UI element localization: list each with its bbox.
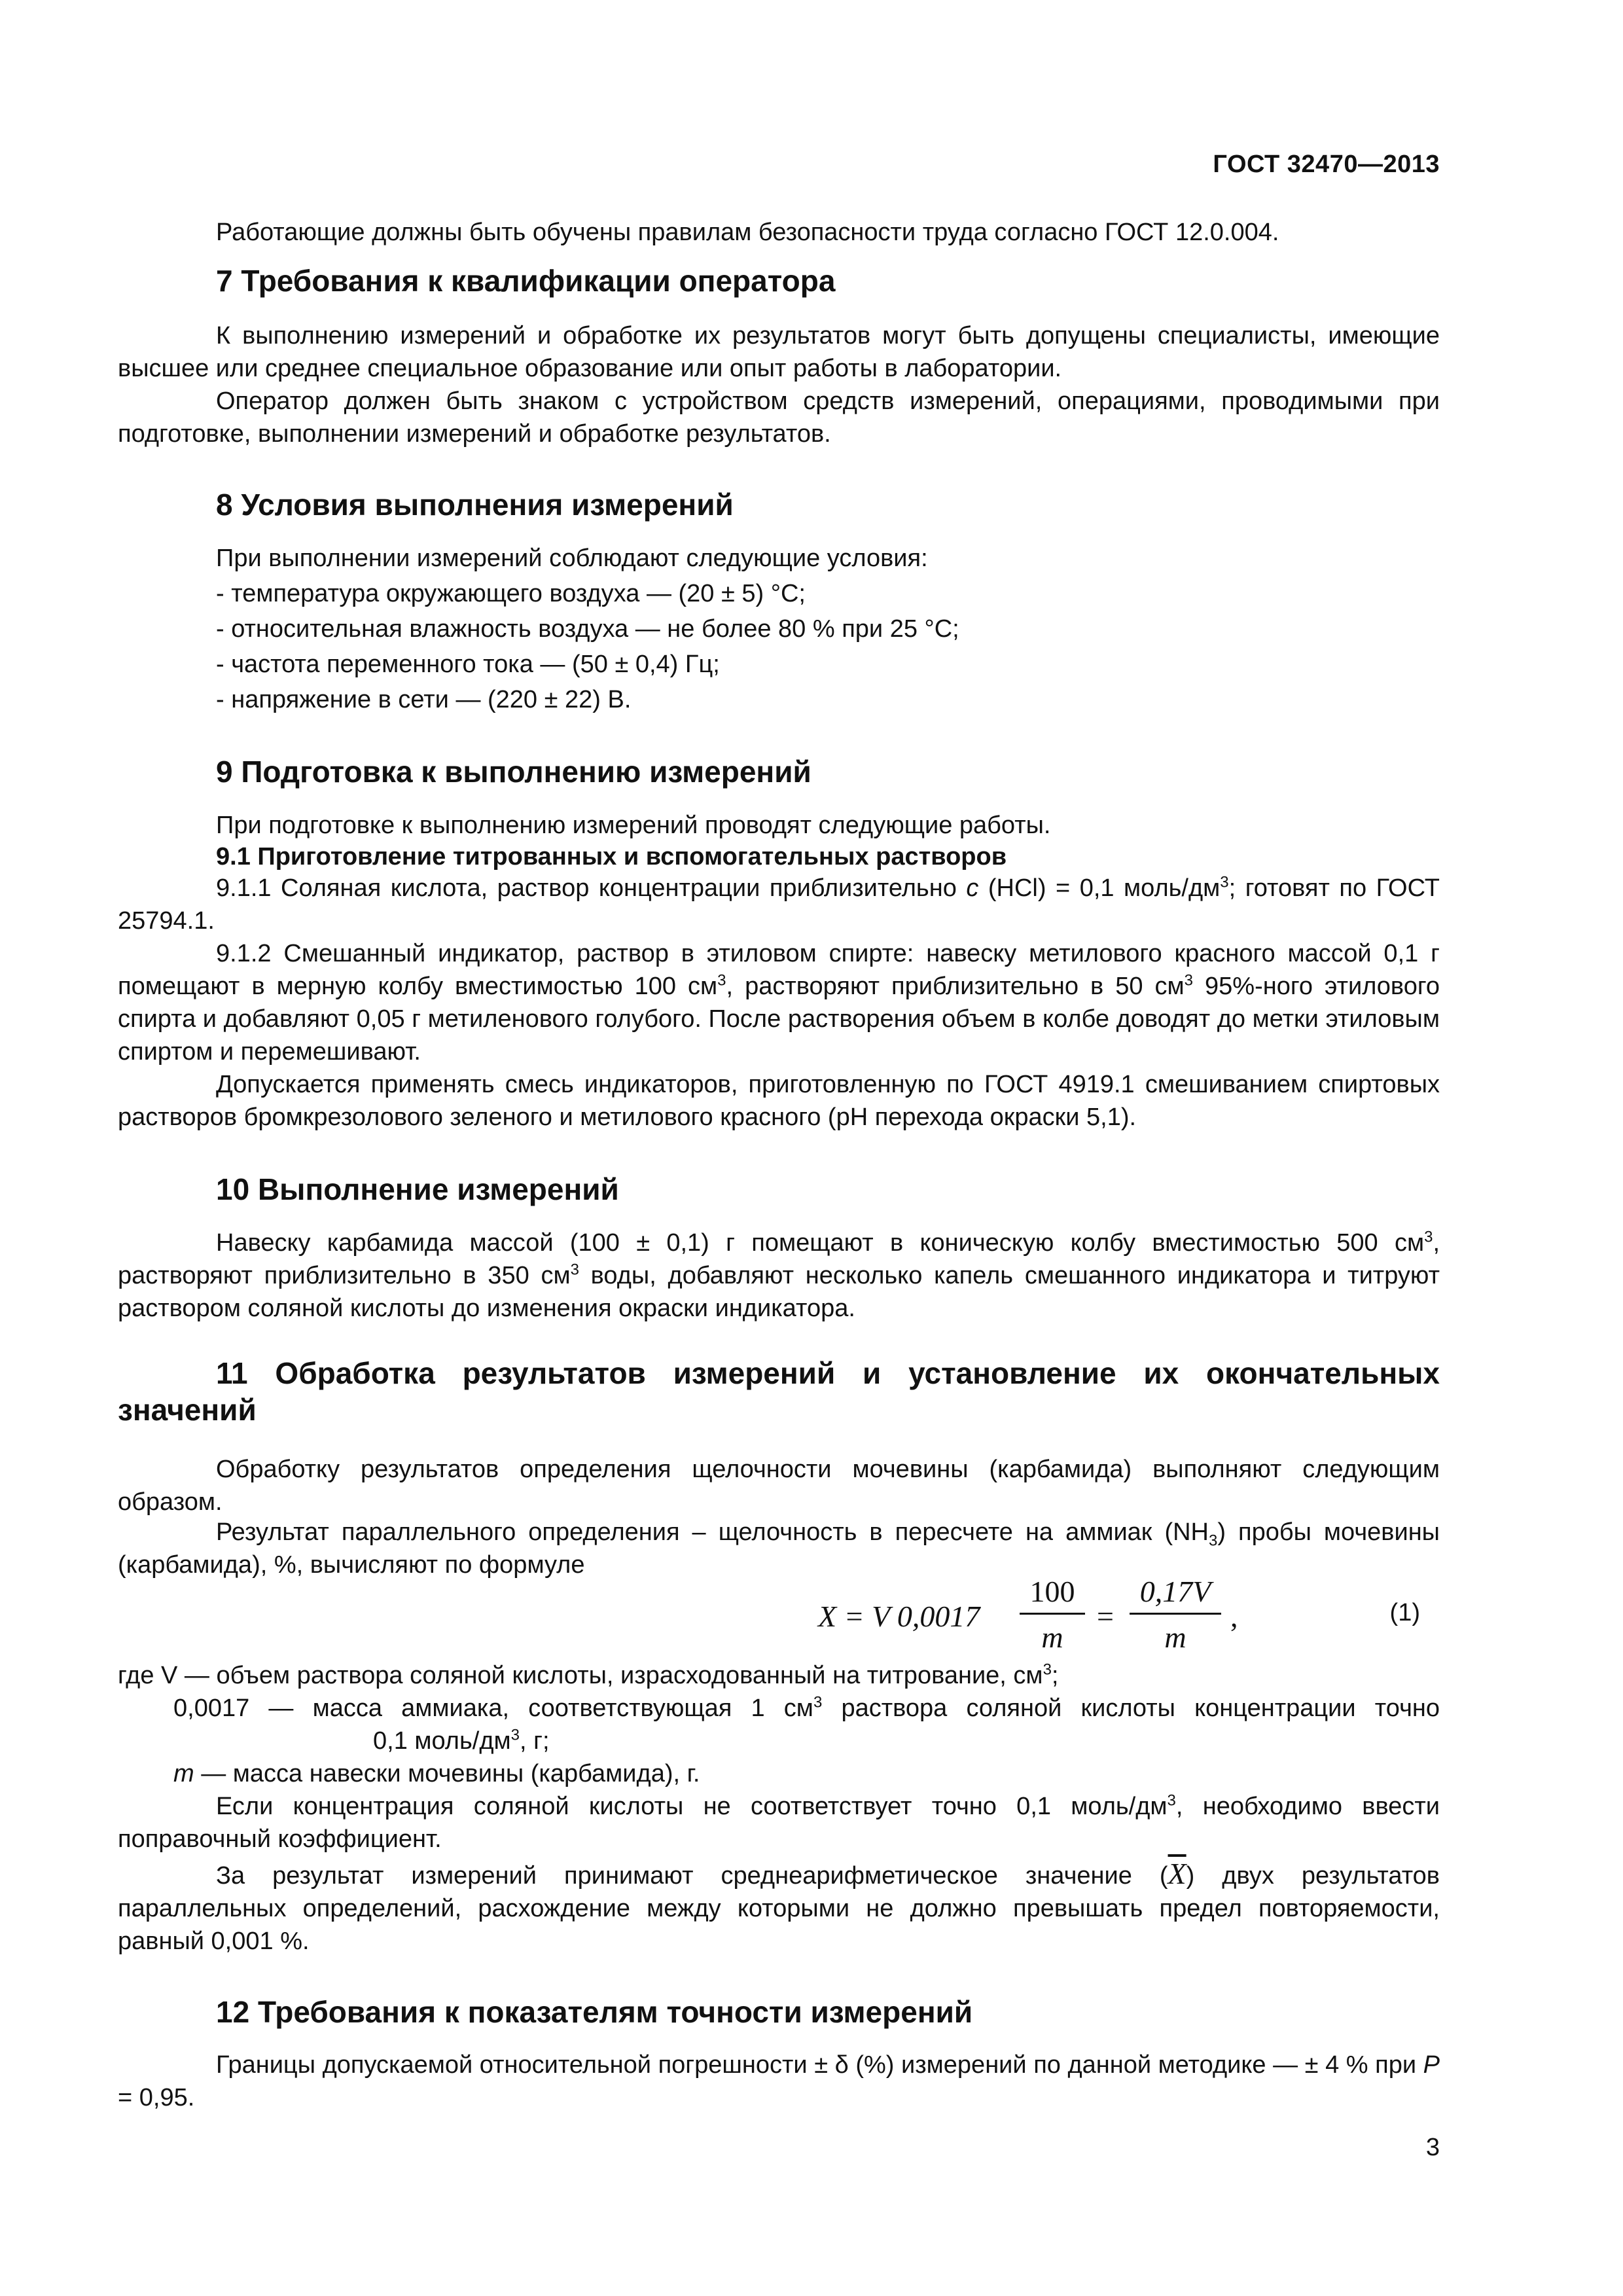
section-11-paragraph-4: За результат измерений принимают среднеарифметическое значение $(\overline{X})$ двух результатов параллельных определений, расхождение между которыми не должно превышать предел повторяемости, равный 0,001 %. xyxy=(118,1857,1440,1955)
formula-number: (1) xyxy=(1389,1599,1420,1626)
paragraph-9-1-2: 9.1.2 Смешанный индикатор, раствор в этиловом спирте: навеску метилового красного массой 0,1 г помещают в мерную колбу вместимостью 100 $см^3$, растворяют приблизительно в 50 $см^3$ 95%-ного этилового спирта и добавляют 0,05 г метиленового голубого. После растворения объем в колбе доводят до метки этиловым спиртом и перемешивают. xyxy=(118,940,1440,1066)
section-11-paragraph-2: Результат параллельного определения – щелочность в пересчете на аммиак $(NH_3)$ пробы мочевины (карбамида), %, вычисляют по формуле xyxy=(118,1518,1440,1579)
paragraph-9-1-3: Допускается применять смесь индикаторов, приготовленную по ГОСТ 4919.1 смешиванием спиртовых растворов бромкрезолового зеленого и метилового красного (рН перехода окраски 5,1). xyxy=(118,1071,1440,1131)
condition-humidity: - относительная влажность воздуха — не более 80 % при 25 °С; xyxy=(216,615,959,643)
formula-1 xyxy=(707,1574,1420,1659)
conditions-lead: При выполнении измерений соблюдают следующие условия: xyxy=(216,545,928,572)
formula-equals: = xyxy=(1097,1600,1114,1633)
condition-temperature: - температура окружающего воздуха — (20 ± 5) °С; xyxy=(216,580,806,607)
legend-v: где V — объем раствора соляной кислоты, израсходованный на титрование, $см^3$; xyxy=(118,1660,1059,1689)
formula-legend xyxy=(118,1659,1440,1790)
section-7-paragraph-1: К выполнению измерений и обработке их результатов могут быть допущены специалисты, имеющие высшее или среднее специальное образование или опыт работы в лаборатории. xyxy=(118,322,1440,382)
formula-denominator-2: m xyxy=(1164,1621,1186,1654)
section-7-title: 7 Требования к квалификации оператора xyxy=(216,264,836,298)
section-10-title: 10 Выполнение измерений xyxy=(216,1172,619,1206)
section-8-title: 8 Условия выполнения измерений xyxy=(216,488,734,522)
section-9-lead: При подготовке к выполнению измерений проводят следующие работы. xyxy=(216,812,1051,839)
section-12-title: 12 Требования к показателям точности измерений xyxy=(216,1995,973,2029)
formula-lhs: X = V 0,0017 xyxy=(818,1600,980,1633)
legend-constant: 0,0017 — масса аммиака, соответствующая 1 $см^3$ раствора соляной кислоты концентрации точно xyxy=(173,1693,1440,1722)
formula-numerator-1: 100 xyxy=(1029,1575,1075,1608)
section-7-paragraph-2: Оператор должен быть знаком с устройством средств измерений, операциями, проводимыми при подготовке, выполнении измерений и обработке результатов. xyxy=(118,387,1440,448)
section-8-conditions xyxy=(216,542,959,719)
section-12-paragraph: Границы допускаемой относительной погрешности ± δ (%) измерений по данной методике — ± 4 % при P = 0,95. xyxy=(118,2051,1440,2111)
subsection-9-1-title: 9.1 Приготовление титрованных и вспомогательных растворов xyxy=(216,843,1007,870)
section-11-paragraph-3: Если концентрация соляной кислоты не соответствует точно 0,1 моль/$дм^3$, необходимо ввести поправочный коэффициент. xyxy=(118,1791,1440,1853)
condition-voltage: - напряжение в сети — (220 ± 22) В. xyxy=(216,686,632,713)
section-9-title: 9 Подготовка к выполнению измерений xyxy=(216,755,812,789)
condition-frequency: - частота переменного тока — (50 ± 0,4) Гц; xyxy=(216,651,720,678)
formula-numerator-2: 0,17V xyxy=(1139,1575,1211,1608)
section-10-paragraph: Навеску карбамида массой (100 ± 0,1) г помещают в коническую колбу вместимостью 500 $см^3$, растворяют приблизительно в 350 $см^3$ воды, добавляют несколько капель смешанного индикатора и титруют раствором соляной кислоты до изменения окраски индикатора. xyxy=(118,1228,1440,1322)
paragraph-9-1-1: 9.1.1 Соляная кислота, раствор концентрации приблизительно c (HCl) = 0,1 моль/$дм^3$; готовят по ГОСТ 25794.1. xyxy=(118,873,1440,935)
section-11-title: 11 Обработка результатов измерений и установление их окончательных значений xyxy=(118,1356,1440,1427)
intro-paragraph: Работающие должны быть обучены правилам безопасности труда согласно ГОСТ 12.0.004. xyxy=(216,219,1279,246)
legend-constant-cont: 0,1 моль/$дм^3$, г; xyxy=(373,1726,550,1755)
legend-m: m — масса навески мочевины (карбамида), г. xyxy=(173,1760,700,1787)
mean-x-symbol: $\overline{X}$ xyxy=(1168,1857,1186,1890)
formula-denominator-1: m xyxy=(1041,1621,1063,1654)
page-number: 3 xyxy=(1425,2134,1440,2161)
formula-comma: , xyxy=(1230,1600,1238,1633)
document-page xyxy=(118,0,1440,2296)
fraction-bar-2 xyxy=(1130,1613,1221,1615)
fraction-bar-1 xyxy=(1020,1613,1085,1615)
section-11-paragraph-1: Обработку результатов определения щелочности мочевины (карбамида) выполняют следующим образом. xyxy=(118,1456,1440,1516)
document-id-header: ГОСТ 32470—2013 xyxy=(1213,151,1440,178)
